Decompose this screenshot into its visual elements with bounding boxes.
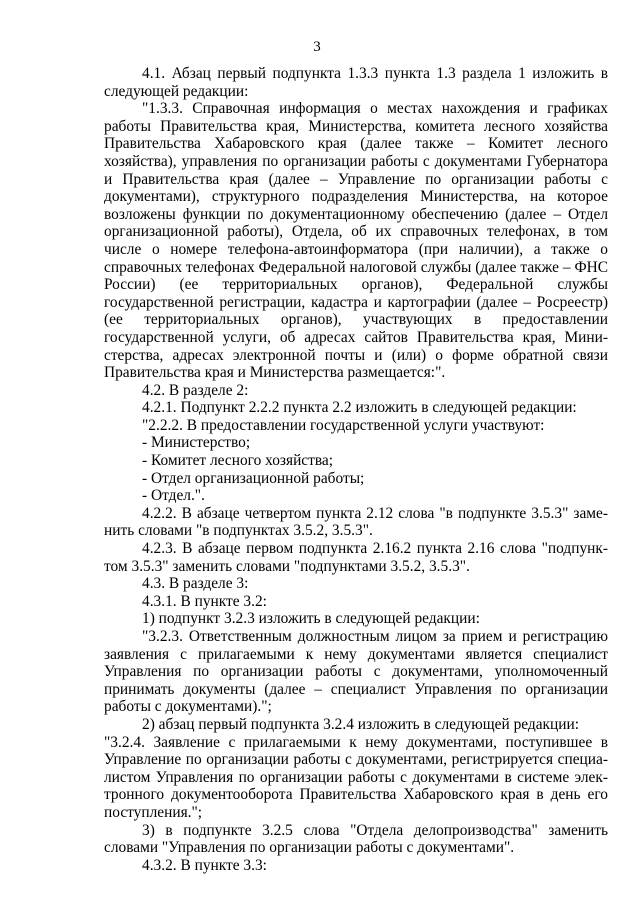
paragraph-p-item-2: 2) абзац первый подпункта 3.2.4 изложить в следующей редакции:: [142, 715, 580, 733]
paragraph-p-list-4: - Отдел.".: [142, 487, 205, 505]
paragraph-p-4-3: 4.3. В разделе 3:: [142, 575, 249, 593]
paragraph-p-4-3-1: 4.3.1. В пункте 3.2:: [142, 592, 267, 610]
paragraph-p-3-2-4: "3.2.4. Заявление с прилагаемыми к нему документами, поступившее в Управление по организации работы с документами, регистрируется специалистом Управления по организации работы с документами в системе электронного документооборота Правительства Хабаровского края в день его поступления.";: [104, 733, 608, 821]
paragraph-p-list-1: - Министерство;: [142, 434, 251, 452]
paragraph-p-4-2-3: 4.2.3. В абзаце первом подпункта 2.16.2 пункта 2.16 слова "подпунктом 3.5.3" заменить словами "подпунктами 3.5.2, 3.5.3".: [104, 540, 608, 575]
document-body: [104, 65, 608, 874]
paragraph-p-1-3-3: "1.3.3. Справочная информация о местах нахождения и графиках работы Правительства края, Министерства, комитета лесного хозяйства Правительства Хабаровского края (далее также – Комитет лесного хозяйства), управления по организации работы с документами Губернатора и Правительства края (далее – Управление по организации работы с документами), структурного подразделения Министерства, на которое возложены функции по документационному обеспечению (далее – Отдел организационной работы), Отдела, об их справочных телефонах, в том числе о номере телефона-автоинформатора (при наличии), а также о справочных телефонах Федеральной налоговой службы (далее также – ФНС России) (ее территориальных органов), Федеральной службы государственной регистрации, кадастра и картографии (далее – Росреестр) (ее территориальных органов), участвующих в предоставлении государственной услуги, об адресах сайтов Правительства края, Министерства, адресах электронной почты и (или) о форме обратной связи Правительства края и Министерства размещается:".: [104, 100, 608, 382]
paragraph-p-2-2-2: "2.2.2. В предоставлении государственной услуги участвуют:: [142, 416, 545, 434]
paragraph-p-list-3: - Отдел организационной работы;: [142, 469, 365, 487]
paragraph-p-4-2-1: 4.2.1. Подпункт 2.2.2 пункта 2.2 изложить в следующей редакции:: [142, 399, 577, 417]
paragraph-p-4-3-2: 4.3.2. В пункте 3.3:: [142, 856, 267, 874]
paragraph-p-4-2-2: 4.2.2. В абзаце четвертом пункта 2.12 слова "в подпункте 3.5.3" заменить словами "в подпунктах 3.5.2, 3.5.3".: [104, 504, 608, 540]
paragraph-p-item-3: 3) в подпункте 3.2.5 слова "Отдела делопроизводства" заменить словами "Управления по организации работы с документами".: [104, 821, 608, 857]
paragraph-p-list-2: - Комитет лесного хозяйства;: [142, 452, 334, 470]
page-number: 3: [313, 39, 321, 55]
paragraph-p-4-1: 4.1. Абзац первый подпункта 1.3.3 пункта 1.3 раздела 1 изложить в следующей редакции:: [104, 65, 608, 100]
paragraph-p-3-2-3: "3.2.3. Ответственным должностным лицом за прием и регистрацию заявления с прилагаемыми к нему документами является специалист Управления по организации работы с документами, уполномоченный принимать документы (далее – специалист Управления по организации работы с документами).";: [104, 628, 608, 716]
paragraph-p-4-2: 4.2. В разделе 2:: [142, 381, 249, 399]
paragraph-p-item-1: 1) подпункт 3.2.3 изложить в следующей редакции:: [142, 610, 480, 628]
